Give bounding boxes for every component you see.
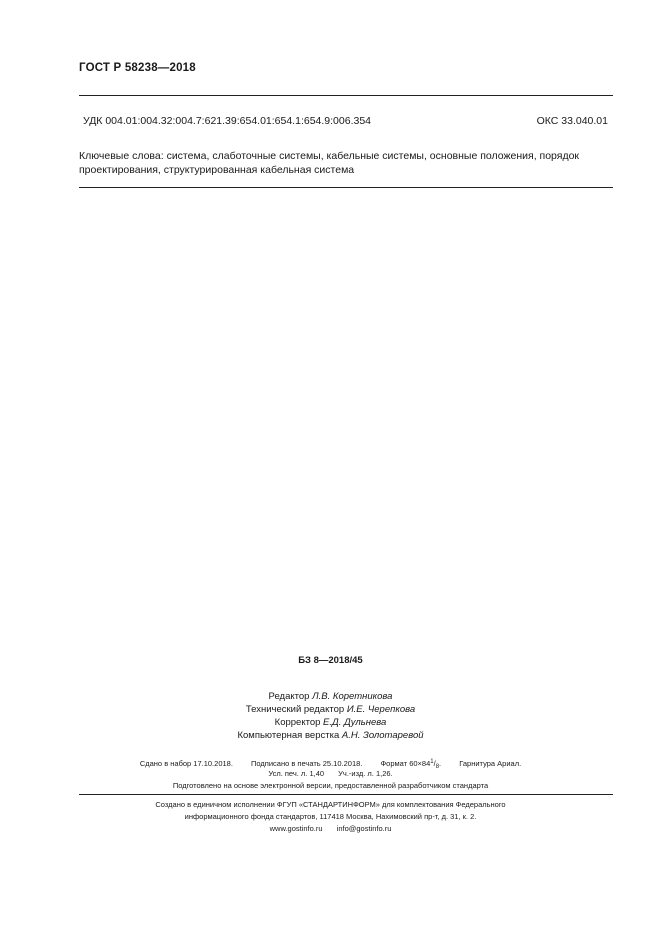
print-format: Формат $60\times 84^1/_8$. xyxy=(380,759,442,770)
staff-tech-editor xyxy=(0,703,661,716)
footer-contacts xyxy=(0,823,661,836)
oks-code: ОКС 33.040.01 xyxy=(536,115,608,127)
pub-sheets: Уч.-изд. л. 1,26. xyxy=(338,769,393,778)
font-name: Гарнитура Ариал. xyxy=(459,759,522,768)
divider-keywords xyxy=(79,187,613,188)
bz-number: БЗ 8—2018/45 xyxy=(298,655,363,666)
standard-number: ГОСТ Р 58238—2018 xyxy=(79,62,196,74)
tech-editor-name: И.Е. Черепкова xyxy=(346,704,416,715)
tech-editor-role: Технический редактор xyxy=(245,704,345,715)
editor-name: Л.В. Коретникова xyxy=(312,691,393,702)
divider-top xyxy=(79,95,613,96)
signed-date: Подписано в печать 25.10.2018. xyxy=(251,759,363,768)
prepared-note: Подготовлено на основе электронной версии, предоставленной разработчиком стандарта xyxy=(172,781,489,790)
corrector-name: Е.Д. Дульнева xyxy=(323,717,387,728)
keywords-line1: система, слаботочные системы, кабельные системы, основные положения, порядок xyxy=(166,150,580,162)
email-link[interactable]: info@gostinfo.ru xyxy=(336,824,392,833)
footer-line1: Создано в единичном исполнении ФГУП «СТАНДАРТИНФОРМ» для комплектования Федерального xyxy=(155,800,506,809)
layout-role: Компьютерная верстка xyxy=(237,730,340,741)
staff-corrector xyxy=(0,716,661,729)
udk-code: УДК 004.01:004.32:004.7:621.39:654.01:654.1:654.9:006.354 xyxy=(83,115,372,127)
website-link[interactable]: www.gostinfo.ru xyxy=(269,824,323,833)
imprint-line2 xyxy=(0,768,661,780)
submitted-date: Сдано в набор 17.10.2018. xyxy=(139,759,233,768)
print-sheets: Усл. печ. л. 1,40 xyxy=(268,769,325,778)
footer-line2: информационного фонда стандартов, 117418 Москва, Нахимовский пр-т, д. 31, к. 2. xyxy=(184,812,477,821)
staff-editor xyxy=(0,690,661,703)
corrector-role: Корректор xyxy=(274,717,321,728)
keywords-label: Ключевые слова: xyxy=(79,150,164,162)
layout-name: А.Н. Золотаревой xyxy=(341,730,424,741)
keywords-block xyxy=(79,149,613,177)
editor-role: Редактор xyxy=(268,691,310,702)
divider-footer xyxy=(79,794,613,795)
keywords-line2: проектирования, структурированная кабельная система xyxy=(79,164,355,176)
staff-layout xyxy=(0,729,661,742)
